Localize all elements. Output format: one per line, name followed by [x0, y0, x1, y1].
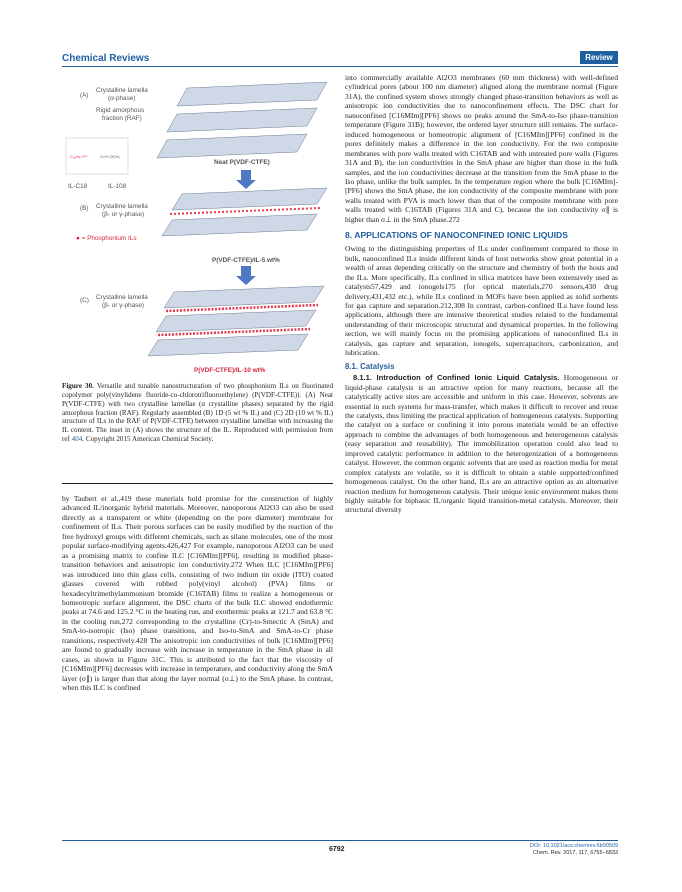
svg-text:C₁₈H₃₇-P⁺: C₁₈H₃₇-P⁺ — [70, 154, 88, 159]
a-alpha-label: (α-phase) — [108, 95, 136, 102]
journal-name: Chemical Reviews — [62, 53, 150, 64]
left-column — [62, 494, 333, 693]
il-108-label: IL-108 — [108, 183, 127, 190]
il5-label: P(VDF-CTFE)/IL-5 wt% — [212, 257, 280, 264]
footer-rule — [62, 840, 618, 841]
page-number: 6792 — [329, 846, 345, 853]
c-crystalline-label: Crystalline lamella — [96, 294, 148, 301]
article-type-badge: Review — [580, 51, 618, 64]
right-paragraph-3-text: Homogeneous or liquid-phase catalysis is an attractive option for many reactions, because all the catalytically active sites are accessible and uniform in this case. However, solvents are essential in such systems for mass-transfer, which makes it difficult to recover and reuse the catalysts, thus limiting the practical application of homogeneous catalysts. Supporting the catalyst on a surface or confining it into porous materials would be an effective approach to combine the advantages of both homogeneous and heterogeneous catalysis (easy separation and reusability). The immobilization operation could also lead to improved catalytic performance in addition to the heterogenization of a homogeneous catalyst. However, the common organic solvents that are used as reaction media for metal complex catalysts are volatile, so it is difficult to obtain a stable supported/confined homogeneous catalyst. On the other hand, ILs are an attractive option as an alternative reaction medium for homogeneous catalysis. Their unique ionic environment makes them highly suitable for biphasic IL/organic liquid transition-metal catalysis. Moreover, their structural diversity — [345, 373, 618, 515]
caption-label: Figure 30. — [62, 382, 94, 390]
a-raf-label: Rigid amorphous — [96, 107, 145, 114]
arrow-down-icon — [236, 170, 256, 189]
a-crystalline-label: Crystalline lamella — [96, 87, 148, 94]
footer-citation — [530, 843, 618, 857]
caption-text: Versatile and tunable nanostructuration of two phosphonium ILs on fluorinated copolymer poly(vinylidene fluoride-co-chlorotrifluoroethylene) (P(VDF-CTFE)). (A) Neat P(VDF-CTFE) with two crystalline lamellae (α crystalline phases) separated by the rigid amorphous fraction (RAF). Regularly assembled (B) 1D (5 wt % IL) and (C) 2D (10 wt % IL) structure of ILs in the RAF of P(VDF-CTFE) between crystalline lamellae with increasing the IL content. The inset in (A) shows the structure of the IL. Reproduced with permission from ref — [62, 382, 333, 444]
c-phase-label: (β- or γ-phase) — [102, 302, 145, 309]
right-paragraph-3 — [345, 373, 618, 515]
figure-30 — [62, 70, 333, 378]
right-paragraph-2: Owing to the distinguishing properties of ILs under confinement compared to those in bulk, nanoconfined ILs inside different kinds of host networks show great potential in a wealth of areas depending critically on the structure and chemistry of both the hosts and the ILs. More specifically, ILs confined in silica matrices have been extensively used as catalysts57,429 and ionogels175 (for optical materials,270 sensors,430 drug delivery,431,432 etc.), while ILs confined in MOFs have been applied as solid sorbents for gas capture and separation.212,308 In contrast, carbon-confined ILs have found less applications, although there are intensive theoretical studies related to the fundamental understanding of their microscopic structural and dynamical properties. In the following section, we will mainly focus on the promising applications of nanoconfined ILs in catalysis, gas capture and separation, ionogels, supercapacitors, carbonization, and lubrication. — [345, 244, 618, 358]
left-paragraph: by Taubert et al.,419 these materials hold promise for the construction of highly advanced IL/inorganic hybrid materials. Moreover, nanoporous Al2O3 can also be used directly as a transparent or white (depending on the pore diameter) membrane for confinement of ILs. Their porous surfaces can be easily modified by the reaction of the free hydroxyl groups with different chemicals, such as silane molecules, one of the most popular surface-modifying agents.426,427 For example, nanoporous Al2O3 can be used as a promising matrix to confine ILC [C16MIm][PF6], resulting in modified phase-transition behaviors and anisotropic ion conductivity.272 When ILC [C16MIm][PF6] was introduced into thin glass cells, consisting of two indium tin oxide (ITO) coated glasses covered with rubbed poly(vinyl alcohol) (PVA) films or hexadecyltrimethylammonium bromide (C16TAB) films to realize a homogeneous or homeotropic surface alignment, the DSC charts of the bulk ILC showed endothermic peaks at 74.6 and 125.2 °C in the heating run, and exothermic peaks at 121.7 and 63.8 °C in the cooling run,272 corresponding to the crystalline (Cr)-to-Smectic A (SmA) and SmA-to-isotropic (Iso) phase transitions, and Iso-to-SmA and SmA-to-Cr phase transitions, respectively.428 The anisotropic ion conductivities of bulk [C16MIm][PF6] are found to gradually increase with increase in temperature in the SmA phase in all cases, as shown in Figure 31C. This is attributed to the fact that the viscosity of [C16MIm][PF6] decreases with increase in temperature, and conductivity along the SmA layer (σ∥) is larger than that along the layer normal (σ⊥) to the SmA phase. In contrast, when this ILC is confined — [62, 494, 333, 693]
caption-ref-link[interactable]: 404 — [71, 435, 83, 444]
caption-tail: . Copyright 2015 American Chemical Society. — [82, 435, 214, 444]
section-8-1-title: 8.1. Catalysis — [345, 361, 395, 371]
header-rule — [62, 66, 618, 67]
b-phase-label: (β- or γ-phase) — [102, 211, 145, 218]
il-c18-label: IL-C18 — [68, 183, 88, 190]
lamella-stack-a — [157, 82, 327, 158]
lamella-stack-c — [148, 286, 324, 356]
doi-link[interactable]: DOI: 10.1021/acs.chemrev.6b00509 — [530, 843, 618, 849]
right-column — [345, 73, 618, 515]
il10-label: P(VDF-CTFE)/IL-10 wt% — [194, 367, 266, 374]
neat-label: Neat P(VDF-CTFE) — [214, 159, 270, 166]
lamella-stack-b — [162, 188, 327, 236]
figure-caption — [62, 382, 333, 444]
caption-rule — [62, 483, 333, 484]
section-8-title: 8. APPLICATIONS OF NANOCONFINED IONIC LIQUIDS — [345, 230, 568, 241]
panel-a-label: (A) — [80, 92, 89, 99]
right-paragraph-1: into commercially available Al2O3 membranes (60 mm thickness) with well-defined cylindrical pores (about 100 nm diameter) aligned along the membrane normal (Figure 31A), the confined system shows strongly changed phase-transition behaviors as well as anisotropic ion conductivities due to nanoconfinement effects. The DSC chart for nanoconfined [C16MIm][PF6] shows no peaks around the SmA-to-Iso phase-transition temperature (Figure 31B); however, the ordered layer structure still remains. The surface-induced homogeneous or homeotropic alignment of [C16MIm][PF6] confined in the pores definitely makes a difference in the ion conductivity. For the two composite membranes with pore walls treated with C16TAB and with untreated pore walls (Figures 31A and B), the ion conductivities in the SmA phase are higher than those in the bulk samples, and the ion conductivities decrease at the transition from the SmA phase to the Iso phase, unlike the bulk samples. In the temperature region where the bulk [C16MIm]-[PF6] shows the SmA phase, the ion conductivity of the composite membrane with pore walls treated with PVA is much lower than that of the composite membrane with pore walls treated with C16TAB (Figures 31A and C), because the ion conductivity σ∥ is higher than σ⊥ in the SmA phase.272 — [345, 73, 618, 224]
section-8-1-1-title: 8.1.1. Introduction of Confined Ionic Liquid Catalysis. — [353, 373, 560, 383]
b-crystalline-label: Crystalline lamella — [96, 203, 148, 210]
phosphonium-legend: ● = Phosphonium ILs — [76, 235, 137, 242]
svg-text:O=P-OCH₃: O=P-OCH₃ — [100, 154, 120, 159]
arrow-down-icon — [236, 266, 256, 285]
journal-citation: Chem. Rev. 2017, 117, 6755−6833 — [533, 850, 618, 856]
panel-b-label: (B) — [80, 205, 89, 212]
panel-c-label: (C) — [80, 297, 89, 304]
a-raf-label-b: fraction (RAF) — [102, 115, 142, 122]
